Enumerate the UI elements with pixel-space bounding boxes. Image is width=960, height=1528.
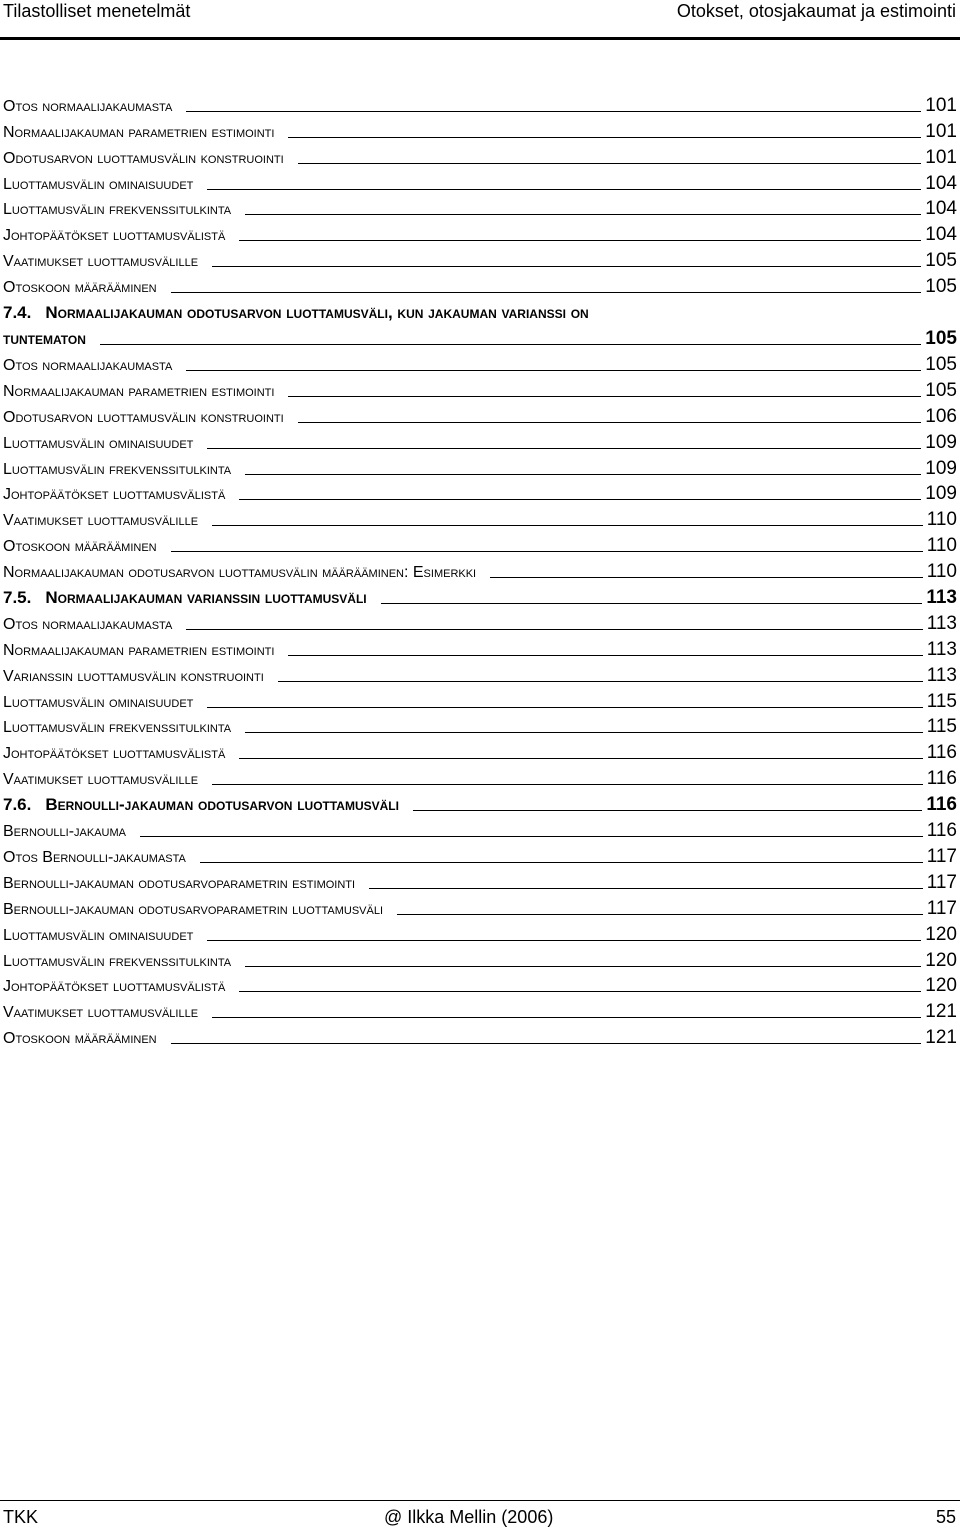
toc-entry-page: 104	[925, 172, 957, 194]
toc-leader-line	[212, 266, 921, 267]
toc-entry-page: 115	[926, 716, 957, 738]
toc-entry-page: 104	[925, 224, 957, 246]
toc-entry-title: Bernoulli-jakauma	[3, 823, 126, 841]
toc-entry[interactable]	[3, 194, 957, 220]
toc-entry[interactable]	[3, 401, 957, 427]
toc-leader-line	[239, 240, 921, 241]
toc-entry[interactable]	[3, 556, 957, 582]
toc-entry-page: 110	[926, 561, 957, 583]
toc-entry-page: 110	[926, 509, 957, 531]
toc-leader-line	[413, 810, 922, 811]
toc-entry-page: 116	[926, 820, 957, 842]
toc-entry-page: 116	[926, 794, 957, 816]
toc-entry-page: 121	[925, 1027, 957, 1049]
toc-leader-line	[288, 655, 922, 656]
toc-entry-title: Johtopäätökset luottamusvälistä	[3, 227, 226, 245]
toc-entry[interactable]	[3, 116, 957, 142]
toc-entry-title: Vaatimukset luottamusvälille	[3, 1004, 199, 1022]
toc-entry-title: Otos normaalijakaumasta	[3, 615, 173, 633]
toc-leader-line	[245, 214, 921, 215]
toc-leader-line	[212, 784, 923, 785]
toc-entry-title: Bernoulli-jakauman odotusarvon luottamusväli	[45, 795, 399, 815]
toc-entry-title: Normaalijakauman parametrien estimointi	[3, 382, 275, 400]
toc-entry-page: 116	[926, 742, 957, 764]
toc-entry-title: Luottamusvälin frekvenssitulkinta	[3, 460, 232, 478]
toc-entry[interactable]	[3, 479, 957, 505]
toc-entry-page: 120	[925, 949, 957, 971]
toc-entry-page: 113	[926, 638, 957, 660]
toc-leader-line	[186, 370, 921, 371]
toc-entry[interactable]	[3, 712, 957, 738]
toc-leader-line	[212, 1017, 921, 1018]
toc-entry-title: Normaalijakauman parametrien estimointi	[3, 123, 275, 141]
table-of-contents	[3, 90, 957, 1048]
toc-entry-page: 109	[925, 431, 957, 453]
toc-section-heading[interactable]	[3, 789, 957, 815]
toc-entry[interactable]	[3, 919, 957, 945]
toc-entry-title: Normaalijakauman odotusarvon luottamusväli, kun jakauman varianssi on	[45, 303, 589, 323]
toc-entry-title: Vaatimukset luottamusvälille	[3, 512, 199, 530]
toc-leader-line	[171, 551, 923, 552]
toc-entry-page: 109	[925, 483, 957, 505]
toc-entry-page: 105	[925, 328, 957, 350]
toc-entry[interactable]	[3, 245, 957, 271]
page-footer	[0, 1500, 960, 1528]
toc-entry[interactable]	[3, 945, 957, 971]
toc-entry[interactable]	[3, 349, 957, 375]
toc-section-heading[interactable]	[3, 582, 957, 608]
toc-leader-line	[171, 292, 922, 293]
toc-entry[interactable]	[3, 142, 957, 168]
toc-entry-page: 113	[926, 612, 957, 634]
toc-entry-page: 120	[925, 923, 957, 945]
toc-entry[interactable]	[3, 634, 957, 660]
toc-leader-line	[212, 525, 923, 526]
toc-leader-line	[239, 499, 921, 500]
toc-entry[interactable]	[3, 737, 957, 763]
toc-entry-title-continued: tuntematon	[3, 329, 86, 349]
toc-entry-title: Luottamusvälin frekvenssitulkinta	[3, 952, 232, 970]
toc-section-number: 7.6.	[3, 795, 32, 815]
toc-entry-title: Otoskoon määrääminen	[3, 1030, 157, 1048]
toc-leader-line	[245, 732, 923, 733]
toc-leader-line	[186, 629, 922, 630]
toc-entry-title: Johtopäätökset luottamusvälistä	[3, 745, 226, 763]
toc-leader-line	[298, 163, 922, 164]
footer-institution: TKK	[3, 1507, 39, 1527]
toc-entry-title: Johtopäätökset luottamusvälistä	[3, 486, 226, 504]
toc-entry-page: 117	[926, 845, 957, 867]
toc-leader-line	[278, 681, 923, 682]
toc-entry[interactable]	[3, 90, 957, 116]
toc-leader-line	[186, 111, 921, 112]
toc-entry[interactable]	[3, 996, 957, 1022]
toc-entry-title: Luottamusvälin ominaisuudet	[3, 175, 194, 193]
page-header	[0, 0, 960, 40]
toc-leader-line	[239, 758, 922, 759]
toc-entry-title: Bernoulli-jakauman odotusarvoparametrin luottamusväli	[3, 900, 384, 918]
toc-leader-line	[207, 707, 922, 708]
toc-entry-title: Normaalijakauman parametrien estimointi	[3, 641, 275, 659]
toc-entry-page: 106	[925, 405, 957, 427]
toc-entry-page: 105	[925, 276, 957, 298]
toc-entry-page: 101	[925, 120, 957, 142]
toc-leader-line	[381, 603, 923, 604]
toc-entry-page: 120	[925, 975, 957, 997]
footer-page-number: 55	[935, 1507, 956, 1527]
toc-entry-title: Otos normaalijakaumasta	[3, 357, 173, 375]
toc-entry-page: 105	[925, 379, 957, 401]
toc-entry-page: 117	[926, 897, 957, 919]
toc-entry-title: Luottamusvälin frekvenssitulkinta	[3, 201, 232, 219]
toc-entry-title: Otoskoon määrääminen	[3, 279, 157, 297]
toc-entry[interactable]	[3, 219, 957, 245]
toc-entry-title: Luottamusvälin frekvenssitulkinta	[3, 719, 232, 737]
toc-entry[interactable]	[3, 815, 957, 841]
toc-entry-title: Vaatimukset luottamusvälille	[3, 771, 199, 789]
toc-entry-page: 115	[926, 690, 957, 712]
toc-entry[interactable]	[3, 427, 957, 453]
toc-entry-title: Varianssin luottamusvälin konstruointi	[3, 667, 264, 685]
toc-entry-title: Normaalijakauman odotusarvon luottamusvälin määrääminen: Esimerkki	[3, 564, 477, 582]
toc-entry-page: 121	[925, 1001, 957, 1023]
toc-entry-page: 113	[926, 587, 957, 609]
toc-entry[interactable]	[3, 686, 957, 712]
toc-leader-line	[490, 577, 923, 578]
toc-entry-page: 105	[925, 354, 957, 376]
toc-leader-line	[397, 914, 923, 915]
toc-entry-title: Luottamusvälin ominaisuudet	[3, 693, 194, 711]
toc-entry[interactable]	[3, 504, 957, 530]
footer-author: @ Ilkka Mellin (2006)	[384, 1507, 554, 1527]
toc-entry-page: 101	[925, 94, 957, 116]
toc-section-heading[interactable]	[3, 297, 957, 349]
toc-entry-page: 113	[926, 664, 957, 686]
toc-leader-line	[245, 474, 921, 475]
toc-entry-title: Normaalijakauman varianssin luottamusväli	[45, 588, 367, 608]
toc-leader-line	[171, 1043, 922, 1044]
header-course-title: Tilastolliset menetelmät	[3, 1, 191, 21]
toc-leader-line	[207, 448, 921, 449]
toc-entry-page: 104	[925, 198, 957, 220]
toc-section-number: 7.4.	[3, 303, 32, 323]
toc-leader-line	[200, 862, 923, 863]
toc-entry[interactable]	[3, 453, 957, 479]
toc-leader-line	[298, 422, 922, 423]
toc-leader-line	[207, 189, 921, 190]
toc-entry[interactable]	[3, 763, 957, 789]
toc-entry-title: Odotusarvon luottamusvälin konstruointi	[3, 408, 284, 426]
toc-entry[interactable]	[3, 530, 957, 556]
toc-entry-title: Otoskoon määrääminen	[3, 538, 157, 556]
toc-entry[interactable]	[3, 608, 957, 634]
toc-entry-title: Bernoulli-jakauman odotusarvoparametrin estimointi	[3, 874, 356, 892]
toc-entry-page: 117	[926, 871, 957, 893]
toc-entry-title: Vaatimukset luottamusvälille	[3, 253, 199, 271]
toc-leader-line	[140, 836, 923, 837]
toc-entry-title: Otos Bernoulli-jakaumasta	[3, 848, 186, 866]
toc-entry-title: Luottamusvälin ominaisuudet	[3, 434, 194, 452]
toc-entry-page: 116	[926, 768, 957, 790]
toc-entry-title: Luottamusvälin ominaisuudet	[3, 926, 194, 944]
toc-leader-line	[369, 888, 923, 889]
toc-entry[interactable]	[3, 1022, 957, 1048]
toc-entry[interactable]	[3, 375, 957, 401]
toc-entry[interactable]	[3, 168, 957, 194]
toc-entry[interactable]	[3, 841, 957, 867]
toc-entry-title: Otos normaalijakaumasta	[3, 97, 173, 115]
toc-entry[interactable]	[3, 660, 957, 686]
toc-entry-title: Odotusarvon luottamusvälin konstruointi	[3, 149, 284, 167]
toc-section-number: 7.5.	[3, 588, 32, 608]
toc-entry[interactable]	[3, 893, 957, 919]
toc-leader-line	[288, 396, 921, 397]
toc-entry-page: 101	[925, 146, 957, 168]
toc-leader-line	[100, 344, 921, 345]
toc-leader-line	[245, 966, 921, 967]
toc-entry[interactable]	[3, 867, 957, 893]
header-chapter-title: Otokset, otosjakaumat ja estimointi	[676, 1, 956, 21]
toc-entry-page: 110	[926, 535, 957, 557]
toc-leader-line	[288, 137, 921, 138]
toc-entry[interactable]	[3, 271, 957, 297]
toc-leader-line	[239, 991, 921, 992]
toc-entry-page: 105	[925, 250, 957, 272]
toc-entry[interactable]	[3, 971, 957, 997]
toc-entry-page: 109	[925, 457, 957, 479]
toc-entry-title: Johtopäätökset luottamusvälistä	[3, 978, 226, 996]
toc-leader-line	[207, 940, 921, 941]
